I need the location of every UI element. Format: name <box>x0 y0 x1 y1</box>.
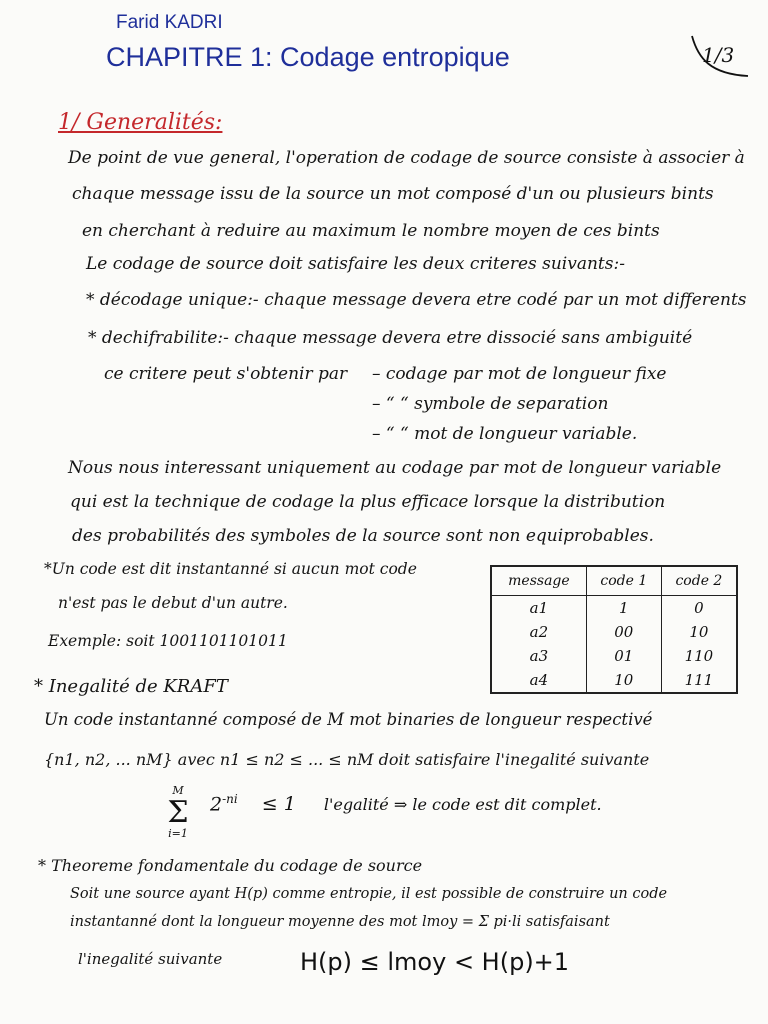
theorem-line: Soit une source ayant H(p) comme entropie, il est possible de construire un code <box>70 886 668 902</box>
theorem-title: * Theoreme fondamentale du codage de source <box>38 856 423 875</box>
table-cell: 00 <box>586 620 661 644</box>
method-line: – codage par mot de longueur fixe <box>372 364 667 384</box>
table-cell: a2 <box>491 620 586 644</box>
bullet-line: * dechifrabilite:- chaque message devera etre dissocié sans ambiguité <box>88 328 693 348</box>
table-cell: 10 <box>586 668 661 693</box>
sum-lower-limit: i=1 <box>168 827 188 840</box>
paragraph-line: des probabilités des symboles de la source sont non equiprobables. <box>72 526 654 546</box>
kraft-title: * Inegalité de KRAFT <box>34 676 228 697</box>
page-number-text: 1/3 <box>702 43 735 67</box>
table-cell: a4 <box>491 668 586 693</box>
table-row <box>491 668 737 693</box>
sigma-glyph: Σ <box>167 795 189 830</box>
theorem-line: instantanné dont la longueur moyenne des mot lmoy = Σ pi·li satisfaisant <box>70 914 610 930</box>
table-header-row <box>491 566 737 596</box>
table-cell: 0 <box>661 596 737 621</box>
kraft-line: Un code instantanné composé de M mot binaries de longueur respectivé <box>44 710 653 729</box>
example-line: Exemple: soit 1001101101011 <box>48 632 288 650</box>
method-line: – “ “ symbole de separation <box>372 394 609 414</box>
text-line: ce critere peut s'obtenir par <box>104 364 348 384</box>
text-line: en cherchant à reduire au maximum le nombre moyen de ces bints <box>82 221 660 241</box>
ineq-rhs: ≤ 1 <box>261 793 296 816</box>
text-line: chaque message issu de la source un mot composé d'un ou plusieurs bints <box>72 184 714 204</box>
table-cell: 111 <box>661 668 737 693</box>
table-cell: a3 <box>491 644 586 668</box>
paragraph-line: qui est la technique de codage la plus efficace lorsque la distribution <box>70 492 666 512</box>
entropy-bound-formula: H(p) ≤ lmoy < H(p)+1 <box>300 948 570 976</box>
table-row <box>491 620 737 644</box>
page-number-mark <box>688 28 754 80</box>
bullet-line: * décodage unique:- chaque message devera etre codé par un mot differents <box>86 290 747 310</box>
table-cell: 110 <box>661 644 737 668</box>
paragraph-line: Nous nous interessant uniquement au codage par mot de longueur variable <box>68 458 722 478</box>
author-name: Farid KADRI <box>116 12 223 33</box>
ineq-exponent: -ni <box>222 792 238 806</box>
sum-symbol <box>158 784 198 840</box>
section-title-generalites: 1/ Generalités: <box>58 110 223 135</box>
table-row <box>491 644 737 668</box>
ineq-note: l'egalité ⇒ le code est dit complet. <box>323 795 602 815</box>
definition-line: n'est pas le debut d'un autre. <box>58 594 288 612</box>
ineq-base: 2 <box>210 793 223 816</box>
table-cell: 01 <box>586 644 661 668</box>
theorem-line: l'inegalité suivante <box>78 950 223 968</box>
sum-upper-limit: M <box>172 784 184 797</box>
kraft-inequality <box>210 792 602 815</box>
table-header-message: message <box>491 566 586 596</box>
table-cell: 1 <box>586 596 661 621</box>
table-cell: a1 <box>491 596 586 621</box>
chapter-title: CHAPITRE 1: Codage entropique <box>106 42 510 72</box>
table-header-code2: code 2 <box>661 566 737 596</box>
method-line: – “ “ mot de longueur variable. <box>372 424 638 444</box>
definition-line: *Un code est dit instantanné si aucun mot code <box>44 560 417 578</box>
table-row <box>491 596 737 621</box>
text-line: De point de vue general, l'operation de codage de source consiste à associer à <box>68 148 745 168</box>
code-table <box>490 565 738 694</box>
kraft-line: {n1, n2, ... nM} avec n1 ≤ n2 ≤ ... ≤ nM doit satisfaire l'inegalité suivante <box>44 750 650 769</box>
table-header-code1: code 1 <box>586 566 661 596</box>
table-cell: 10 <box>661 620 737 644</box>
text-line: Le codage de source doit satisfaire les deux criteres suivants:- <box>86 254 625 274</box>
